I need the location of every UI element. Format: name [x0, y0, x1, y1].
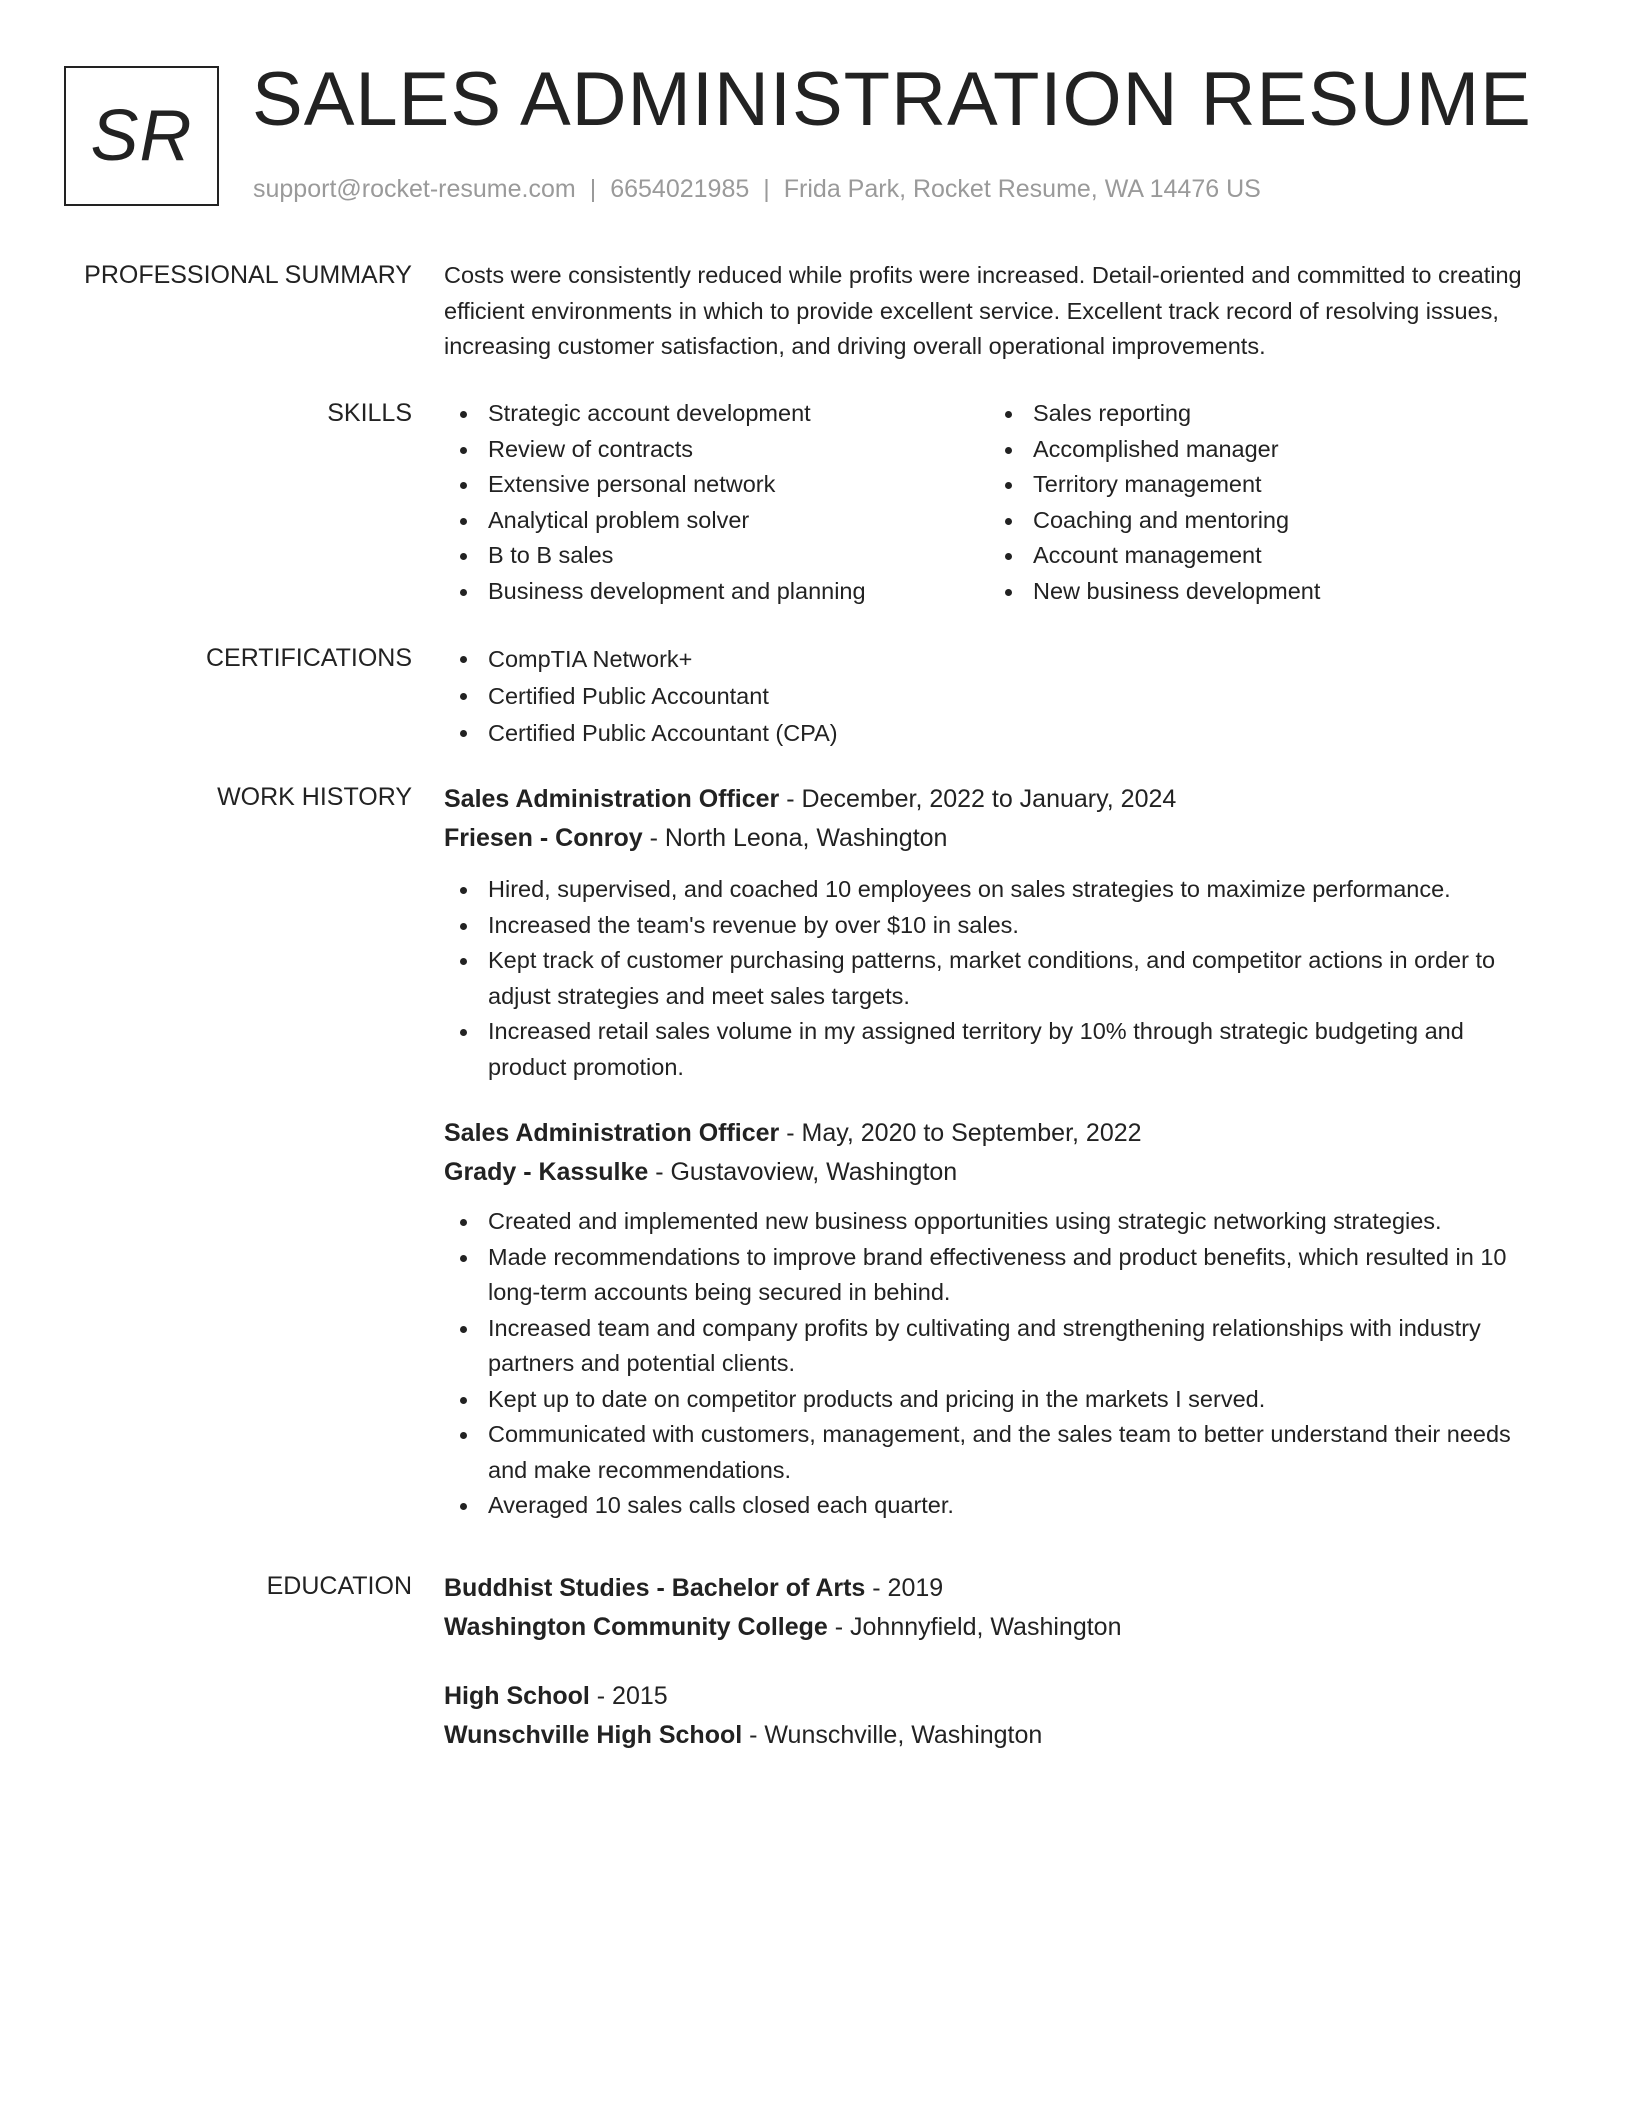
education-school-line: [444, 1608, 1544, 1647]
certifications-list: [444, 641, 1544, 752]
education-school-line: [444, 1716, 1544, 1755]
job-bullet: Communicated with customers, management, and the sales team to better understand their needs and make recommendations.: [444, 1417, 1544, 1488]
skill-item: Extensive personal network: [444, 467, 989, 503]
section-label-education: EDUCATION: [266, 1572, 412, 1600]
education-degree-line: [444, 1677, 1544, 1716]
education-entry: [444, 1677, 1544, 1755]
skill-item: Sales reporting: [989, 396, 1534, 432]
skill-item: Account management: [989, 538, 1534, 574]
job-bullets: [444, 872, 1544, 1085]
education-school: Washington Community College: [444, 1613, 828, 1641]
job-bullet: Increased team and company profits by cultivating and strengthening relationships with industry partners and potential clients.: [444, 1311, 1544, 1382]
skill-item: B to B sales: [444, 538, 989, 574]
job-bullet: Created and implemented new business opportunities using strategic networking strategies.: [444, 1204, 1544, 1240]
skill-item: Territory management: [989, 467, 1534, 503]
job-company: Friesen - Conroy: [444, 824, 643, 852]
education-year: - 2015: [589, 1682, 668, 1710]
job-bullet: Increased the team's revenue by over $10 in sales.: [444, 908, 1544, 944]
section-label-certifications: CERTIFICATIONS: [205, 644, 412, 672]
job-location: - Gustavoview, Washington: [648, 1158, 958, 1186]
skill-item: Coaching and mentoring: [989, 503, 1534, 539]
job-entry: [444, 780, 1544, 1085]
job-company: Grady - Kassulke: [444, 1158, 649, 1186]
section-label-work-history: WORK HISTORY: [217, 783, 412, 811]
education-body: [444, 1569, 1544, 1755]
skill-item: Review of contracts: [444, 432, 989, 468]
job-company-line: [444, 819, 1544, 858]
skill-item: New business development: [989, 574, 1534, 610]
job-dates: - May, 2020 to September, 2022: [779, 1119, 1142, 1147]
job-bullet: Kept track of customer purchasing patterns, market conditions, and competitor actions in order to adjust strategies and meet sales targets.: [444, 943, 1544, 1014]
certifications-body: [444, 641, 1544, 752]
certification-item: CompTIA Network+: [444, 641, 1544, 678]
page-title: SALES ADMINISTRATION RESUME: [252, 57, 1532, 142]
contact-phone[interactable]: 6654021985: [610, 175, 750, 203]
job-bullet: Made recommendations to improve brand effectiveness and product benefits, which resulted in 10 long-term accounts being secured in behind.: [444, 1240, 1544, 1311]
summary-text: Costs were consistently reduced while profits were increased. Detail-oriented and committed to creating efficient environments in which to provide excellent service. Excellent track record of resolving issues, increasing customer satisfaction, and driving overall operational improvements.: [444, 262, 1522, 359]
job-bullet: Increased retail sales volume in my assigned territory by 10% through strategic budgeting and product promotion.: [444, 1014, 1544, 1085]
job-bullet: Kept up to date on competitor products and pricing in the markets I served.: [444, 1382, 1544, 1418]
certification-item: Certified Public Accountant: [444, 678, 1544, 715]
contact-separator: |: [589, 175, 597, 203]
section-label-summary: PROFESSIONAL SUMMARY: [84, 261, 412, 289]
monogram-logo: SR: [64, 66, 219, 206]
section-label-skills: SKILLS: [327, 399, 412, 427]
education-school: Wunschville High School: [444, 1721, 743, 1749]
education-entry: [444, 1569, 1544, 1647]
skill-item: Strategic account development: [444, 396, 989, 432]
certification-item: Certified Public Accountant (CPA): [444, 715, 1544, 752]
skill-item: Accomplished manager: [989, 432, 1534, 468]
education-location: - Wunschville, Washington: [742, 1721, 1043, 1749]
job-title-line: [444, 1114, 1544, 1153]
skill-item: Business development and planning: [444, 574, 989, 610]
contact-email[interactable]: support@rocket-resume.com: [253, 175, 576, 203]
job-entry: [444, 1114, 1544, 1524]
job-title: Sales Administration Officer: [444, 1119, 780, 1147]
contact-line: [253, 172, 1261, 206]
skills-grid: [444, 396, 1544, 609]
job-bullets: [444, 1204, 1544, 1524]
job-bullet: Averaged 10 sales calls closed each quarter.: [444, 1488, 1544, 1524]
skills-list-left: [444, 396, 989, 609]
education-year: - 2019: [865, 1574, 944, 1602]
job-title: Sales Administration Officer: [444, 785, 780, 813]
skills-body: [444, 396, 1544, 609]
work-history-body: [444, 780, 1544, 1524]
education-degree: High School: [444, 1682, 590, 1710]
education-location: - Johnnyfield, Washington: [827, 1613, 1122, 1641]
job-title-line: [444, 780, 1544, 819]
job-dates: - December, 2022 to January, 2024: [779, 785, 1177, 813]
job-bullet: Hired, supervised, and coached 10 employees on sales strategies to maximize performance.: [444, 872, 1544, 908]
education-degree: Buddhist Studies - Bachelor of Arts: [444, 1574, 866, 1602]
contact-separator: |: [763, 175, 770, 203]
education-degree-line: [444, 1569, 1544, 1608]
skills-list-right: [989, 396, 1534, 609]
contact-address: Frida Park, Rocket Resume, WA 14476 US: [783, 175, 1261, 203]
job-company-line: [444, 1153, 1544, 1192]
skill-item: Analytical problem solver: [444, 503, 989, 539]
job-location: - North Leona, Washington: [642, 824, 948, 852]
